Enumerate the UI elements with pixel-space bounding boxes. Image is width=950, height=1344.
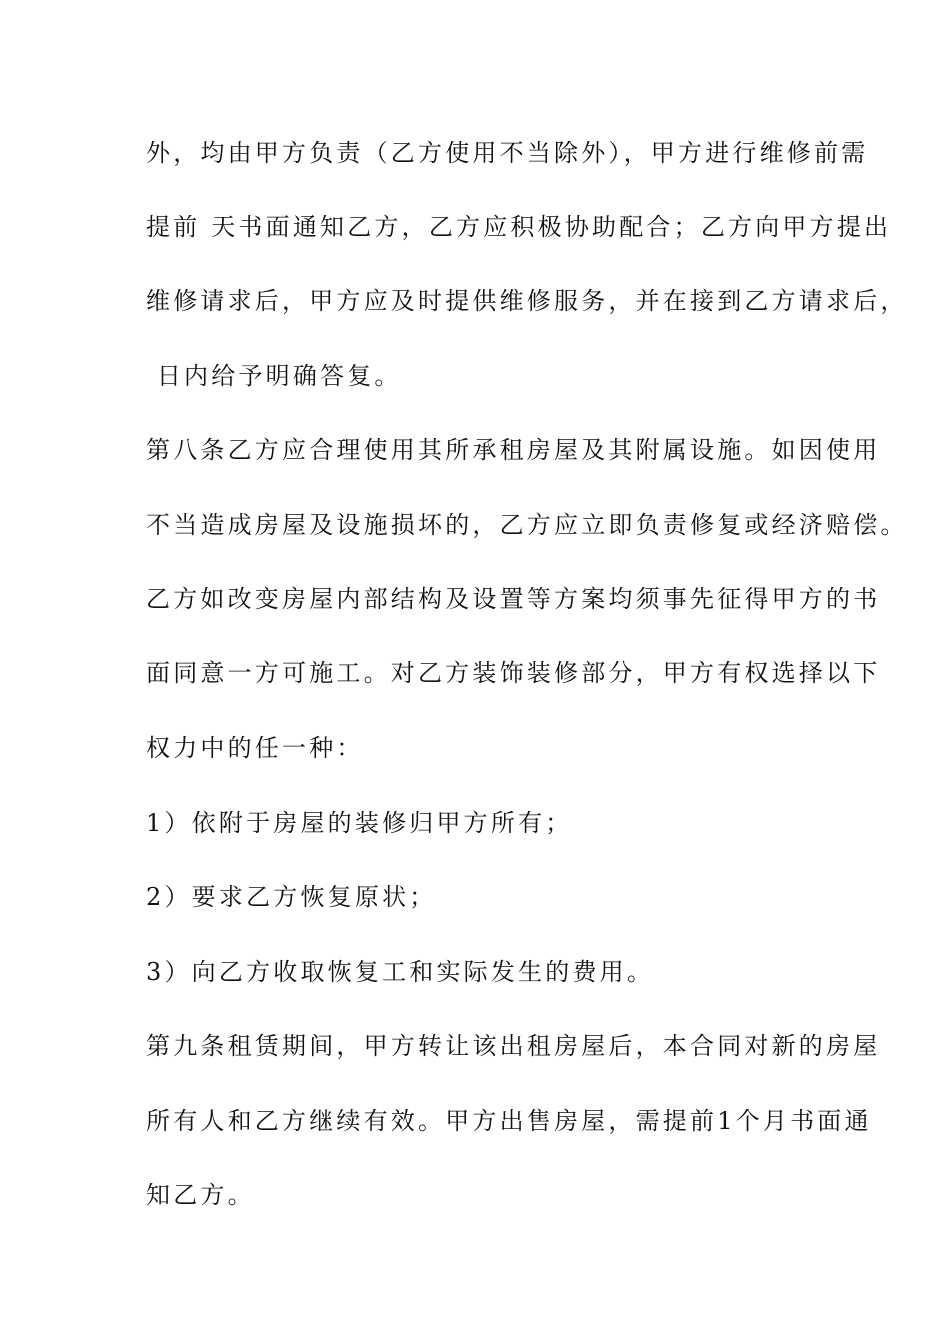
text-line-3: 维修请求后，甲方应及时提供维修服务，并在接到乙方请求后， (146, 287, 908, 315)
text-line-8: 面同意一方可施工。对乙方装饰装修部分，甲方有权选择以下 (146, 659, 881, 687)
text-line-13: 第九条租赁期间，甲方转让该出租房屋后，本合同对新的房屋 (146, 1032, 881, 1060)
text-line-1: 外，均由甲方负责（乙方使用不当除外），甲方进行维修前需 (146, 139, 869, 167)
text-line-15: 知乙方。 (146, 1181, 255, 1209)
text-line-12: 3）向乙方收取恢复工和实际发生的费用。 (146, 958, 655, 986)
text-line-9: 权力中的任一种： (146, 734, 364, 762)
text-line-7: 乙方如改变房屋内部结构及设置等方案均须事先征得甲方的书 (146, 585, 881, 613)
text-line-11: 2）要求乙方恢复原状； (146, 883, 437, 911)
text-line-6: 不当造成房屋及设施损坏的，乙方应立即负责修复或经济赔偿。 (146, 511, 908, 539)
text-line-2: 提前 天书面通知乙方，乙方应积极协助配合；乙方向甲方提出 (146, 213, 892, 241)
text-line-5: 第八条乙方应合理使用其所承租房屋及其附属设施。如因使用 (146, 436, 881, 464)
text-line-10: 1）依附于房屋的装修归甲方所有； (146, 809, 573, 837)
text-line-14: 所有人和乙方继续有效。甲方出售房屋，需提前1个月书面通 (146, 1107, 872, 1135)
text-line-4: 日内给予明确答复。 (146, 362, 402, 390)
